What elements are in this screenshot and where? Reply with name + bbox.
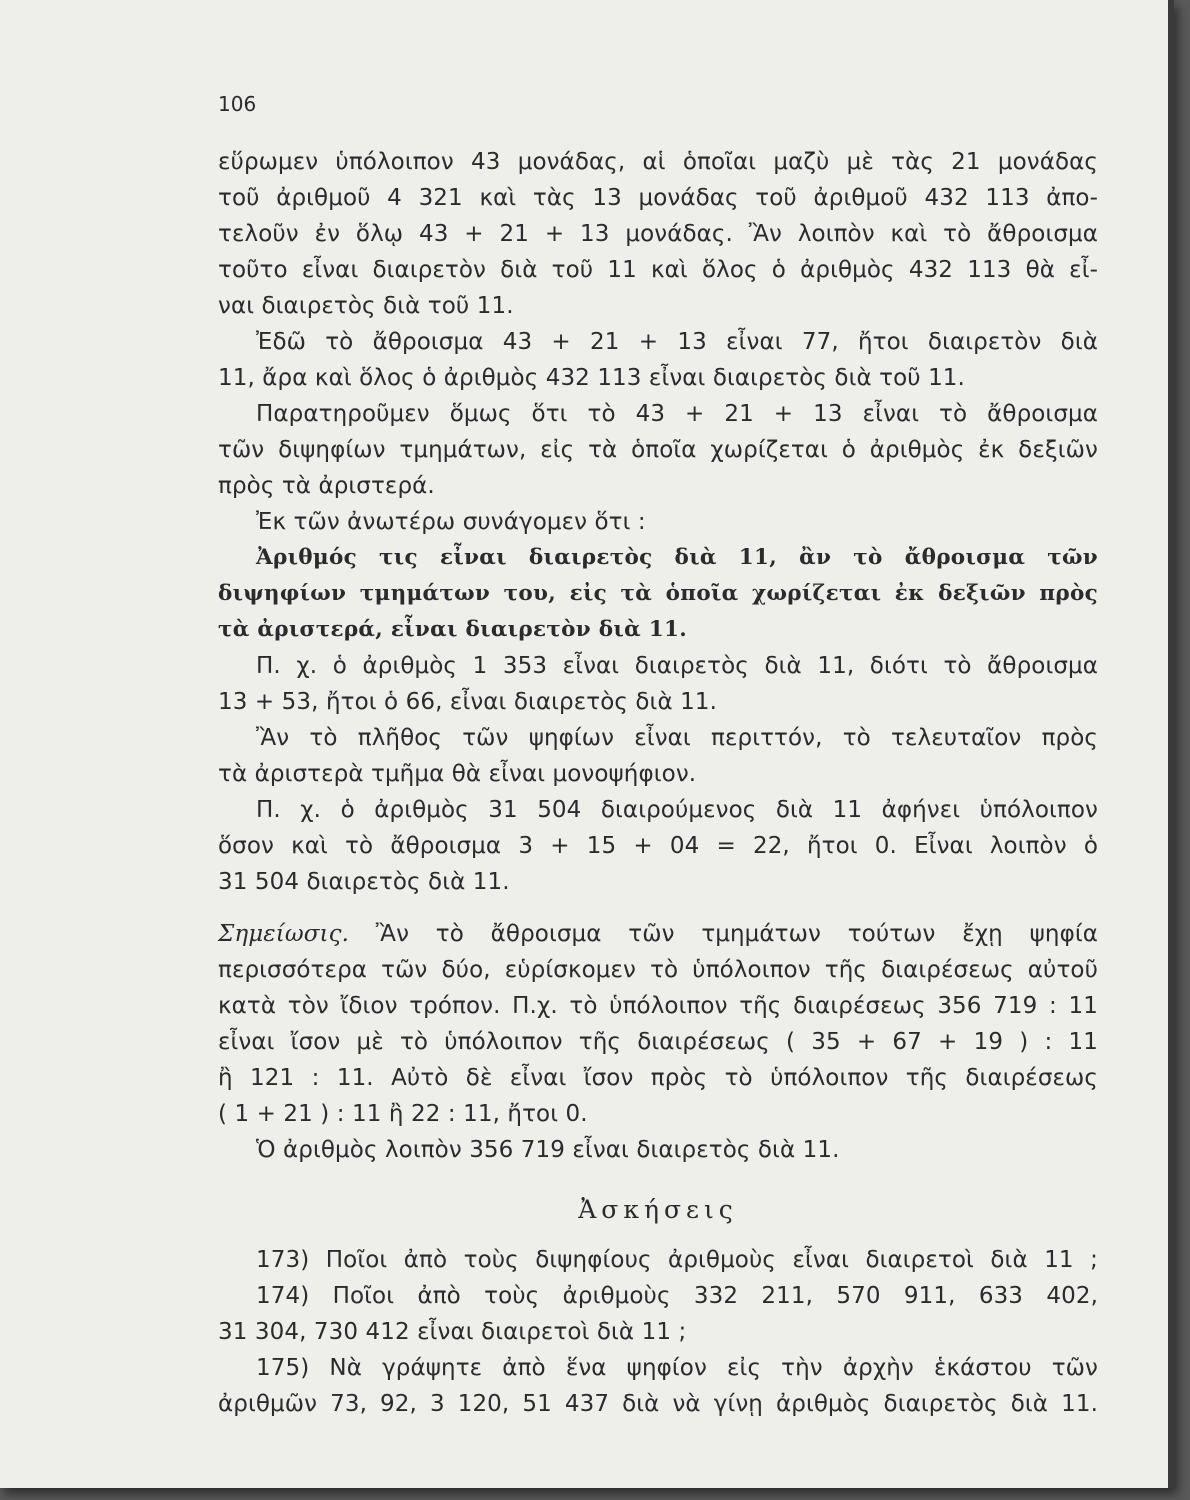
- text-line: ἢ 121 : 11. Αὐτὸ δὲ εἶναι ἴσον πρὸς τὸ ὑπόλοιπον τῆς διαιρέσεως: [218, 1065, 1098, 1091]
- text-line: ναι διαιρετὸς διὰ τοῦ 11.: [218, 293, 514, 319]
- text-line: τελοῦν ἐν ὅλῳ 43 + 21 + 13 μονάδας. Ἂν λοιπὸν καὶ τὸ ἄθροισμα: [218, 221, 1098, 247]
- paragraph-odd-digits: [218, 720, 1098, 792]
- text-line: 11, ἄρα καὶ ὅλος ὁ ἀριθμὸς 432 113 εἶναι διαιρετὸς διὰ τοῦ 11.: [218, 365, 965, 391]
- rule-line: Ἀριθμός τις εἶναι διαιρετὸς διὰ 11, ἂν τὸ ἄθροισμα τῶν: [256, 545, 1098, 570]
- text-line: Π. χ. ὁ ἀριθμὸς 1 353 εἶναι διαιρετὸς διὰ 11, διότι τὸ ἄθροισμα: [256, 653, 1098, 679]
- rule-line: διψηφίων τμημάτων του, εἰς τὰ ὁποῖα χωρίζεται ἐκ δεξιῶν πρὸς: [218, 581, 1098, 606]
- note-paragraph: [218, 916, 1098, 1132]
- text-line: τὰ ἀριστερὰ τμῆμα θὰ εἶναι μονοψήφιον.: [218, 761, 697, 787]
- text-line: εὕρωμεν ὑπόλοιπον 43 μονάδας, αἱ ὁποῖαι μαζὺ μὲ τὰς 21 μονάδας: [218, 149, 1098, 175]
- paragraph-remainder-explanation: [218, 144, 1098, 324]
- text-line: Παρατηροῦμεν ὅμως ὅτι τὸ 43 + 21 + 13 εἶναι τὸ ἄθροισμα: [256, 401, 1098, 427]
- text-line: 13 + 53, ἤτοι ὁ 66, εἶναι διαιρετὸς διὰ 11.: [218, 689, 717, 715]
- paragraph-example-31504: [218, 792, 1098, 900]
- text-line: 175) Νὰ γράψητε ἀπὸ ἕνα ψηφίον εἰς τὴν ἀρχὴν ἑκάστου τῶν: [256, 1355, 1098, 1381]
- exercises-heading: Ἀσκήσεις: [578, 1195, 738, 1224]
- text-line: ὅσον καὶ τὸ ἄθροισμα 3 + 15 + 04 = 22, ἤτοι 0. Εἶναι λοιπὸν ὁ: [218, 833, 1098, 859]
- note-first-line: Ἂν τὸ ἄθροισμα τῶν τμημάτων τούτων ἔχῃ ψηφία: [349, 921, 1098, 947]
- paragraph-conclusion-intro: [218, 504, 1098, 540]
- text-line: Ὁ ἀριθμὸς λοιπὸν 356 719 εἶναι διαιρετὸς διὰ 11.: [256, 1137, 840, 1163]
- paragraph-example-1353: [218, 648, 1098, 720]
- text-line: ἀριθμῶν 73, 92, 3 120, 51 437 διὰ νὰ γίνῃ ἀριθμὸς διαιρετὸς διὰ 11.: [218, 1391, 1098, 1417]
- text-line: Π. χ. ὁ ἀριθμὸς 31 504 διαιρούμενος διὰ 11 ἀφήνει ὑπόλοιπον: [256, 797, 1098, 823]
- text-line: 174) Ποῖοι ἀπὸ τοὺς ἀριθμοὺς 332 211, 570 911, 633 402,: [256, 1283, 1098, 1309]
- text-line: τοῦ ἀριθμοῦ 4 321 καὶ τὰς 13 μονάδας τοῦ ἀριθμοῦ 432 113 ἀπο-: [218, 185, 1098, 211]
- spacer: [218, 900, 1098, 916]
- text-line: [218, 916, 1098, 952]
- text-line: Ἐκ τῶν ἀνωτέρω συνάγομεν ὅτι :: [256, 509, 646, 535]
- text-line: 173) Ποῖοι ἀπὸ τοὺς διψηφίους ἀριθμοὺς εἶναι διαιρετοὶ διὰ 11 ;: [256, 1247, 1098, 1273]
- rule-line: τὰ ἀριστερά, εἶναι διαιρετὸν διὰ 11.: [218, 617, 688, 642]
- text-line: πρὸς τὰ ἀριστερά.: [218, 473, 435, 499]
- text-line: 31 504 διαιρετὸς διὰ 11.: [218, 869, 510, 895]
- text-line: τοῦτο εἶναι διαιρετὸν διὰ τοῦ 11 καὶ ὅλος ὁ ἀριθμὸς 432 113 θὰ εἶ-: [218, 257, 1098, 283]
- paragraph-observation: [218, 396, 1098, 504]
- exercise-173: [218, 1242, 1098, 1278]
- exercise-175: [218, 1350, 1098, 1422]
- page-number: 106: [218, 92, 257, 116]
- text-line: Ἂν τὸ πλῆθος τῶν ψηφίων εἶναι περιττόν, τὸ τελευταῖον πρὸς: [256, 725, 1098, 751]
- text-line: κατὰ τὸν ἴδιον τρόπον. Π.χ. τὸ ὑπόλοιπον τῆς διαιρέσεως 356 719 : 11: [218, 993, 1098, 1019]
- text-line: περισσότερα τῶν δύο, εὑρίσκομεν τὸ ὑπόλοιπον τῆς διαιρέσεως αὐτοῦ: [218, 957, 1098, 983]
- text-line: εἶναι ἴσον μὲ τὸ ὑπόλοιπον τῆς διαιρέσεως ( 35 + 67 + 19 ) : 11: [218, 1029, 1098, 1055]
- page-body: [218, 144, 1098, 1422]
- text-line: τῶν διψηφίων τμημάτων, εἰς τὰ ὁποῖα χωρίζεται ὁ ἀριθμὸς ἐκ δεξιῶν: [218, 437, 1098, 463]
- divisibility-rule: [218, 540, 1098, 648]
- note-label: Σημείωσις.: [218, 921, 350, 947]
- text-line: 31 304, 730 412 εἶναι διαιρετοὶ διὰ 11 ;: [218, 1319, 687, 1345]
- paragraph-final-conclusion: [218, 1132, 1098, 1168]
- text-line: ( 1 + 21 ) : 11 ἢ 22 : 11, ἤτοι 0.: [218, 1101, 588, 1127]
- exercise-174: [218, 1278, 1098, 1350]
- text-line: Ἐδῶ τὸ ἄθροισμα 43 + 21 + 13 εἶναι 77, ἤτοι διαιρετὸν διὰ: [256, 329, 1098, 355]
- paragraph-sum-example: [218, 324, 1098, 396]
